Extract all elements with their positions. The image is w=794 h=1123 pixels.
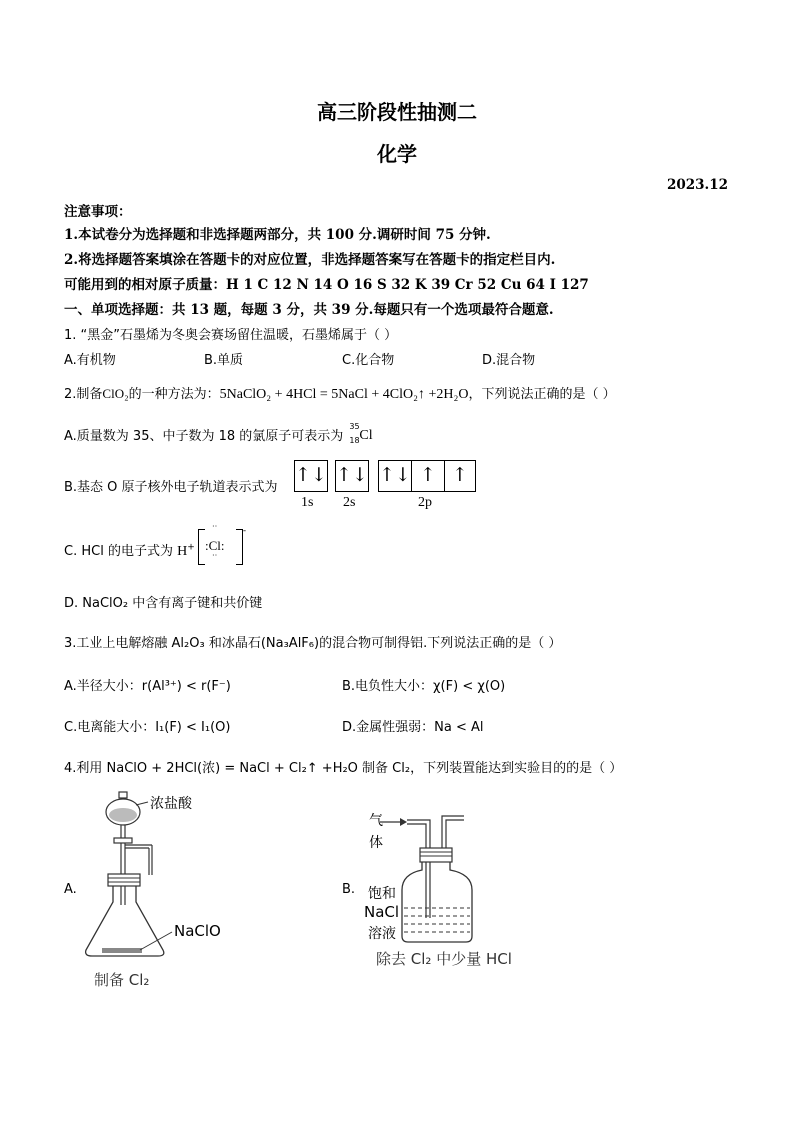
right-bracket <box>236 529 243 565</box>
q2-stem-post: ，下列说法正确的是（ ） <box>468 387 616 402</box>
q1-option-c: C.化合物 <box>342 353 395 368</box>
h-plus: H <box>177 544 188 559</box>
top-electron-pair: ·· <box>212 522 218 531</box>
cl-symbol: :Cl: <box>205 538 225 553</box>
q3-option-b: B.电负性大小：χ(F) < χ(O) <box>342 679 506 694</box>
orbital-1s <box>294 460 328 492</box>
q4-option-b-label: B. <box>342 882 356 897</box>
exam-title: 高三阶段性抽测二 <box>317 100 477 124</box>
atomic-mass-line: 可能用到的相对原子质量：H 1 C 12 N 14 O 16 S 32 K 39 Cr 52 Cu 64 I 127 <box>64 277 589 293</box>
q2-stem-mid: 的一种方法为： <box>128 387 220 402</box>
nuclide-notation <box>347 421 373 445</box>
orbital-2p <box>378 460 476 492</box>
notes-heading: 注意事项： <box>64 204 132 220</box>
element-symbol: Cl <box>359 427 373 443</box>
q1-option-d: D.混合物 <box>482 353 536 368</box>
apparatus-a-drawing <box>80 790 230 970</box>
orbital-2p-1-arrows: ↑↓ <box>379 464 411 486</box>
q2-option-a-text: A.质量数为 35、中子数为 18 的氯原子可表示为 <box>64 429 344 444</box>
q3-stem: 3.工业上电解熔融 Al₂O₃ 和冰晶石(Na₃AlF₆)的混合物可制得铝.下列说法正确的是（ ） <box>64 636 562 651</box>
mass-number: 35 <box>349 421 360 431</box>
section-heading: 一、单项选择题：共 13 题，每题 3 分，共 39 分.每题只有一个选项最符合题意. <box>64 302 554 318</box>
orbital-2p-3-arrows: ↑ <box>452 464 468 486</box>
apparatus-b-caption: 除去 Cl₂ 中少量 HCl <box>376 950 512 968</box>
solution-label-2: NaCl <box>364 903 400 921</box>
q1-stem: 1. “黑金”石墨烯为冬奥会赛场留住温暖，石墨烯属于（ ） <box>64 328 398 343</box>
h-charge: + <box>187 542 195 553</box>
q2-stem-pre: 2.制备 <box>64 387 103 402</box>
left-bracket <box>198 529 205 565</box>
label-2p: 2p <box>418 495 432 510</box>
q2-option-c <box>64 540 195 560</box>
bottom-electron-pair: ·· <box>212 551 218 560</box>
q2-option-d: D. NaClO₂ 中含有离子键和共价键 <box>64 596 263 611</box>
solution-label-3: 溶液 <box>368 926 396 942</box>
note-1: 1.本试卷分为选择题和非选择题两部分，共 100 分.调研时间 75 分钟. <box>64 227 491 243</box>
q3-option-a: A.半径大小：r(Al³⁺) < r(F⁻) <box>64 679 231 694</box>
note-2: 2.将选择题答案填涂在答题卡的对应位置，非选择题答案写在答题卡的指定栏目内. <box>64 252 556 268</box>
reagent-label-conc-hcl: 浓盐酸 <box>150 796 192 812</box>
atomic-number: 18 <box>349 435 360 445</box>
gas-label-1: 气 <box>369 813 383 829</box>
subject-title: 化学 <box>377 142 417 166</box>
q3-option-c: C.电离能大小：I₁(F) < I₁(O) <box>64 720 231 735</box>
apparatus-b-drawing <box>380 808 500 948</box>
q2-option-b-text: B.基态 O 原子核外电子轨道表示式为 <box>64 480 278 495</box>
exam-date: 2023.12 <box>666 177 728 193</box>
label-1s: 1s <box>301 495 314 510</box>
q2-stem-formula: ClO₂ <box>102 386 129 401</box>
q4-option-a-label: A. <box>64 882 77 897</box>
reagent-label-naclo: NaClO <box>174 922 221 940</box>
q2-option-c-text: C. HCl 的电子式为 <box>64 544 173 559</box>
q3-option-d: D.金属性强弱：Na < Al <box>342 720 484 735</box>
orbital-2s <box>335 460 369 492</box>
solution-label-1: 饱和 <box>368 886 396 902</box>
q1-option-b: B.单质 <box>204 353 244 368</box>
cl-charge: - <box>243 525 246 535</box>
q1-option-a: A.有机物 <box>64 353 116 368</box>
label-2s: 2s <box>343 495 356 510</box>
orbital-2s-arrows: ↑↓ <box>336 464 368 486</box>
q2-stem <box>64 383 616 403</box>
orbital-2p-2-arrows: ↑ <box>420 464 436 486</box>
q2-option-a <box>64 421 373 445</box>
orbital-1s-arrows: ↑↓ <box>295 464 327 486</box>
apparatus-a-caption: 制备 Cl₂ <box>94 971 150 989</box>
q2-equation: 5NaClO₂ + 4HCl = 5NaCl + 4ClO₂↑ +2H₂O <box>219 387 469 402</box>
gas-label-2: 体 <box>369 835 383 851</box>
chloride-electron-formula <box>198 522 246 567</box>
q4-stem: 4.利用 NaClO + 2HCl(浓) = NaCl + Cl₂↑ +H₂O 制备 Cl₂，下列装置能达到实验目的的是（ ） <box>64 761 623 776</box>
